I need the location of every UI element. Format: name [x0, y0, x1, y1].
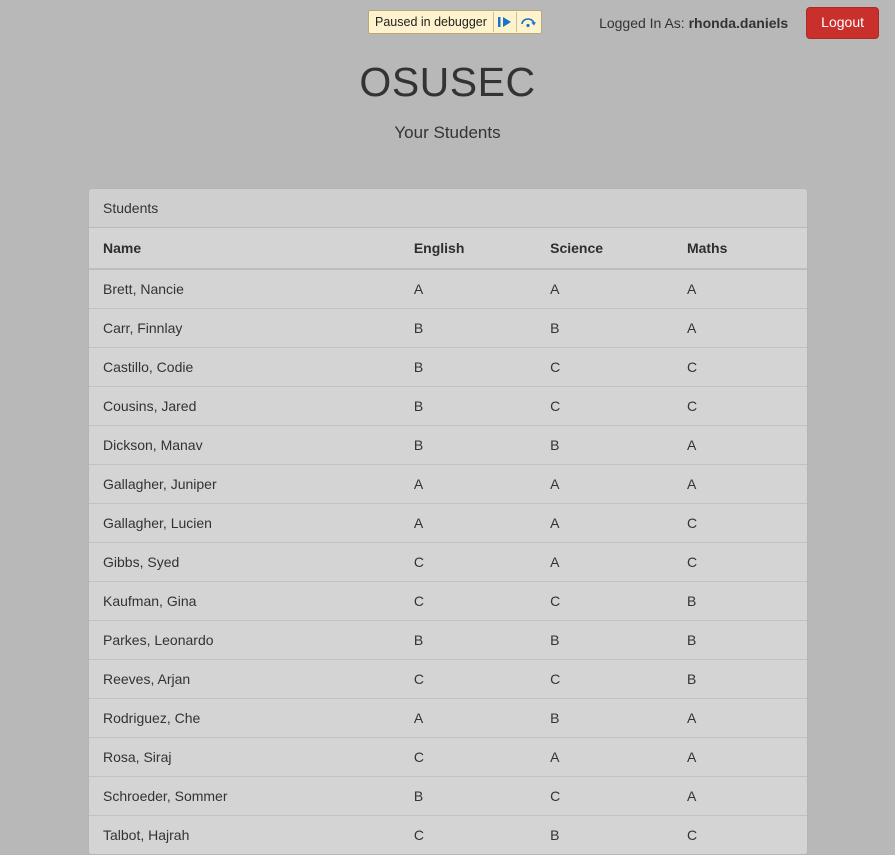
table-row — [89, 777, 807, 816]
column-header-name[interactable]: Name — [89, 228, 400, 269]
grade-english-cell: B — [400, 426, 536, 465]
table-row — [89, 348, 807, 387]
grade-science-cell: B — [536, 309, 673, 348]
student-name-cell: Talbot, Hajrah — [89, 816, 400, 855]
grade-english-cell: C — [400, 582, 536, 621]
grade-science-cell: A — [536, 738, 673, 777]
page-subtitle: Your Students — [394, 123, 501, 143]
grade-maths-cell: A — [673, 777, 807, 816]
grade-english-cell: B — [400, 309, 536, 348]
grade-maths-cell: B — [673, 660, 807, 699]
logout-button[interactable]: Logout — [806, 7, 879, 38]
student-name-cell: Gallagher, Juniper — [89, 465, 400, 504]
table-row — [89, 269, 807, 309]
table-row — [89, 309, 807, 348]
student-name-cell: Carr, Finnlay — [89, 309, 400, 348]
grade-maths-cell: B — [673, 621, 807, 660]
grade-english-cell: B — [400, 387, 536, 426]
student-name-cell: Gallagher, Lucien — [89, 504, 400, 543]
table-row — [89, 387, 807, 426]
logged-in-status — [599, 15, 788, 31]
table-row — [89, 504, 807, 543]
students-table-body — [89, 269, 807, 854]
step-over-icon[interactable] — [516, 12, 539, 32]
students-table-head — [89, 228, 807, 269]
column-header-english[interactable]: English — [400, 228, 536, 269]
grade-maths-cell: C — [673, 387, 807, 426]
student-name-cell: Reeves, Arjan — [89, 660, 400, 699]
grade-maths-cell: C — [673, 543, 807, 582]
panel-heading: Students — [89, 189, 807, 228]
student-name-cell: Parkes, Leonardo — [89, 621, 400, 660]
grade-english-cell: B — [400, 348, 536, 387]
grade-science-cell: A — [536, 465, 673, 504]
grade-maths-cell: A — [673, 426, 807, 465]
student-name-cell: Kaufman, Gina — [89, 582, 400, 621]
grade-maths-cell: C — [673, 504, 807, 543]
grade-maths-cell: B — [673, 582, 807, 621]
column-header-science[interactable]: Science — [536, 228, 673, 269]
student-name-cell: Castillo, Codie — [89, 348, 400, 387]
grade-maths-cell: A — [673, 738, 807, 777]
grade-maths-cell: A — [673, 309, 807, 348]
grade-maths-cell: A — [673, 699, 807, 738]
student-name-cell: Rodriguez, Che — [89, 699, 400, 738]
grade-maths-cell: C — [673, 816, 807, 855]
grade-maths-cell: A — [673, 465, 807, 504]
grade-english-cell: B — [400, 777, 536, 816]
table-row — [89, 426, 807, 465]
table-row — [89, 660, 807, 699]
debugger-paused-label: Paused in debugger — [375, 15, 487, 29]
student-name-cell: Brett, Nancie — [89, 269, 400, 309]
grade-english-cell: C — [400, 738, 536, 777]
student-name-cell: Schroeder, Sommer — [89, 777, 400, 816]
grade-science-cell: B — [536, 816, 673, 855]
student-name-cell: Gibbs, Syed — [89, 543, 400, 582]
table-row — [89, 699, 807, 738]
grade-science-cell: B — [536, 621, 673, 660]
grade-english-cell: C — [400, 816, 536, 855]
grade-maths-cell: A — [673, 269, 807, 309]
grade-science-cell: A — [536, 543, 673, 582]
grade-science-cell: B — [536, 699, 673, 738]
grade-english-cell: A — [400, 504, 536, 543]
grade-english-cell: B — [400, 621, 536, 660]
grade-science-cell: A — [536, 269, 673, 309]
page-header — [0, 60, 895, 143]
table-row — [89, 465, 807, 504]
table-row — [89, 738, 807, 777]
page-title: OSUSEC — [359, 59, 536, 105]
debugger-paused-banner — [368, 10, 542, 34]
grade-english-cell: A — [400, 699, 536, 738]
column-header-maths[interactable]: Maths — [673, 228, 807, 269]
table-row — [89, 816, 807, 855]
table-row — [89, 621, 807, 660]
grade-science-cell: C — [536, 660, 673, 699]
resume-script-icon[interactable] — [493, 12, 516, 32]
grade-science-cell: C — [536, 387, 673, 426]
table-row — [89, 543, 807, 582]
grade-english-cell: C — [400, 660, 536, 699]
student-name-cell: Cousins, Jared — [89, 387, 400, 426]
table-header-row — [89, 228, 807, 269]
table-row — [89, 582, 807, 621]
grade-science-cell: C — [536, 582, 673, 621]
grade-science-cell: B — [536, 426, 673, 465]
top-bar — [599, 0, 895, 46]
student-name-cell: Dickson, Manav — [89, 426, 400, 465]
grade-english-cell: A — [400, 269, 536, 309]
logged-in-username: rhonda.daniels — [688, 15, 789, 31]
grade-maths-cell: C — [673, 348, 807, 387]
grade-science-cell: A — [536, 504, 673, 543]
logged-in-label: Logged In As: — [599, 15, 685, 31]
grade-english-cell: C — [400, 543, 536, 582]
grade-science-cell: C — [536, 348, 673, 387]
student-name-cell: Rosa, Siraj — [89, 738, 400, 777]
students-table — [89, 228, 807, 854]
grade-english-cell: A — [400, 465, 536, 504]
students-panel — [88, 188, 808, 855]
grade-science-cell: C — [536, 777, 673, 816]
